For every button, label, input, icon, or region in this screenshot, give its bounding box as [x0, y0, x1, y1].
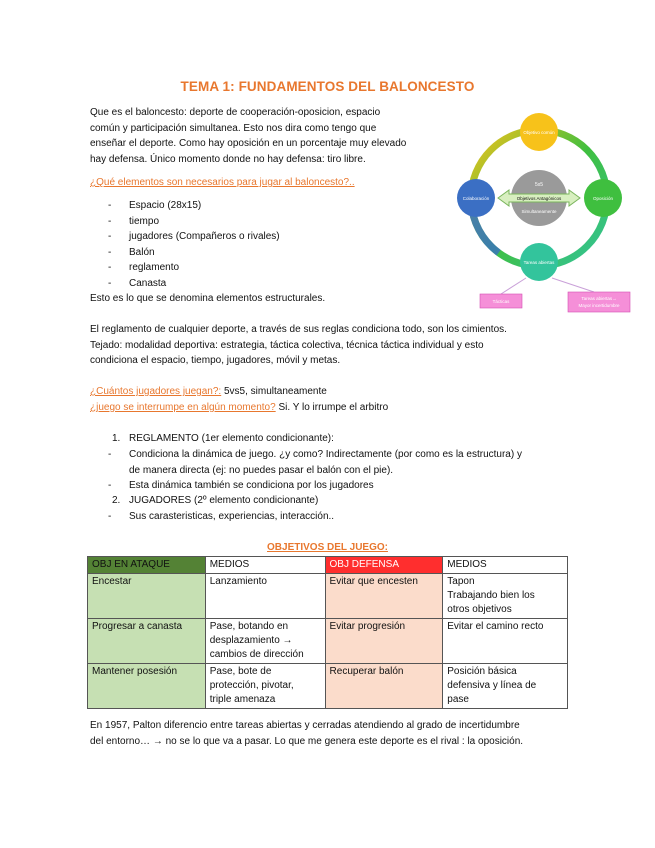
node-right-label: Oposición — [592, 196, 614, 201]
question-elements: ¿Qué elementos son necesarios para jugar al baloncesto?.. — [90, 177, 355, 188]
attack-means-cell: Pase, bote de protección, pivotar, triple amenaza — [205, 664, 325, 709]
rules-line: condiciona el espacio, tiempo, jugadores, móvil y metas. — [90, 355, 341, 366]
box-left-label: Tácticas — [492, 299, 510, 304]
conditioning-item-2: 2. JUGADORES (2º elemento condicionante) — [112, 495, 319, 506]
intro-paragraph — [90, 105, 406, 167]
header-defense: OBJ DEFENSA — [325, 557, 443, 574]
center-bottom-label: Simultaneamente — [521, 209, 557, 214]
elements-note: Esto es lo que se denomina elementos estructurales. — [90, 293, 326, 304]
elements-list — [108, 198, 280, 291]
defense-cell: Evitar progresión — [325, 619, 443, 664]
box-right — [568, 292, 630, 312]
attack-cell: Mantener posesión — [88, 664, 206, 709]
conditioning-sub-1 — [108, 447, 522, 494]
list-item: - Espacio (28x15) — [108, 200, 202, 211]
list-item: - Esta dinámica también se condiciona por los jugadores — [108, 480, 374, 491]
center-top-label: 5x5 — [534, 182, 544, 188]
table-row — [88, 619, 568, 664]
rules-line: Tejado: modalidad deportiva: estrategia, táctica colectiva, técnica táctica individual y esto — [90, 339, 484, 351]
intro-line: hay defensa. Único momento donde no hay defensa: tiro libre. — [90, 153, 366, 165]
defense-means-cell: Evitar el camino recto — [443, 619, 568, 664]
objectives-title: OBJETIVOS DEL JUEGO: — [267, 542, 388, 553]
table-row — [88, 664, 568, 709]
list-item: - jugadores (Compañeros o rivales) — [108, 231, 280, 242]
connector-line — [552, 278, 594, 292]
table-header-row — [88, 557, 568, 574]
connector-line — [501, 278, 526, 294]
box-right-label-1: Tareas abiertas→ — [581, 296, 617, 301]
list-item: - reglamento — [108, 262, 180, 273]
attack-cell: Encestar — [88, 574, 206, 619]
defense-means-cell: Posición básica defensiva y línea de pase — [443, 664, 568, 709]
conditioning-sub-2 — [108, 509, 334, 525]
closing-line: En 1957, Palton diferencio entre tareas abiertas y cerradas atendiendo al grado de incertidumbre — [90, 720, 520, 731]
rules-line: El reglamento de cualquier deporte, a través de sus reglas condiciona todo, son los cimientos. — [90, 324, 507, 335]
intro-line: enseñar el deporte. Como hay oposición en un porcentaje muy elevado — [90, 138, 407, 149]
center-mid-label: Objetivos Antagónicos — [516, 196, 562, 201]
node-bottom-label: Tareas abiertas — [523, 260, 555, 265]
question-text: ¿Cuántos jugadores juegan?: — [90, 386, 222, 397]
attack-cell: Progresar a canasta — [88, 619, 206, 664]
page-title: TEMA 1: FUNDAMENTOS DEL BALONCESTO — [180, 79, 475, 94]
closing-line: del entorno… → no se lo que va a pasar. Lo que me genera este deporte es el rival : la oposición. — [90, 735, 524, 747]
rules-paragraph — [90, 322, 507, 369]
question-text: ¿juego se interrumpe en algún momento? — [90, 402, 276, 413]
intro-line: común y participación simultanea. Esto nos dira como tengo que — [90, 122, 377, 134]
intro-line: Que es el baloncesto: deporte de cooperación-oposicion, espacio — [90, 107, 381, 118]
box-right-label-2: Mayor incertidumbre — [578, 303, 620, 308]
defense-means-cell: Tapon Trabajando bien los otros objetivos — [443, 574, 568, 619]
list-item: - Sus carasteristicas, experiencias, interacción.. — [108, 511, 335, 522]
list-item: - tiempo — [108, 215, 160, 227]
header-means: MEDIOS — [443, 557, 568, 574]
attack-means-cell: Lanzamiento — [205, 574, 325, 619]
list-item-continued: de manera directa (ej: no puedes pasar el balón con el pie). — [129, 464, 394, 476]
table-row — [88, 574, 568, 619]
header-attack: OBJ EN ATAQUE — [88, 557, 206, 574]
defense-cell: Recuperar balón — [325, 664, 443, 709]
objectives-table — [87, 556, 568, 709]
header-means: MEDIOS — [205, 557, 325, 574]
node-top-label: Objetivo común — [523, 130, 555, 135]
answer-text: Si. Y lo irrumpe el arbitro — [275, 402, 389, 413]
sport-structure-diagram — [446, 110, 642, 320]
list-item: - Condiciona la dinámica de juego. ¿y como? Indirectamente (por como es la estructura) y — [108, 449, 522, 460]
question-interrupt — [90, 400, 388, 416]
list-item: - Balón — [108, 246, 155, 258]
closing-paragraph — [90, 718, 523, 749]
answer-text: 5vs5, simultaneamente — [221, 386, 327, 397]
attack-means-cell: Pase, botando en desplazamiento → cambios de dirección — [205, 619, 325, 664]
question-players — [90, 384, 327, 400]
defense-cell: Evitar que encesten — [325, 574, 443, 619]
node-left-label: Colaboración — [462, 196, 490, 201]
list-item: - Canasta — [108, 277, 167, 289]
conditioning-item-1: 1. REGLAMENTO (1er elemento condicionante): — [112, 433, 334, 444]
